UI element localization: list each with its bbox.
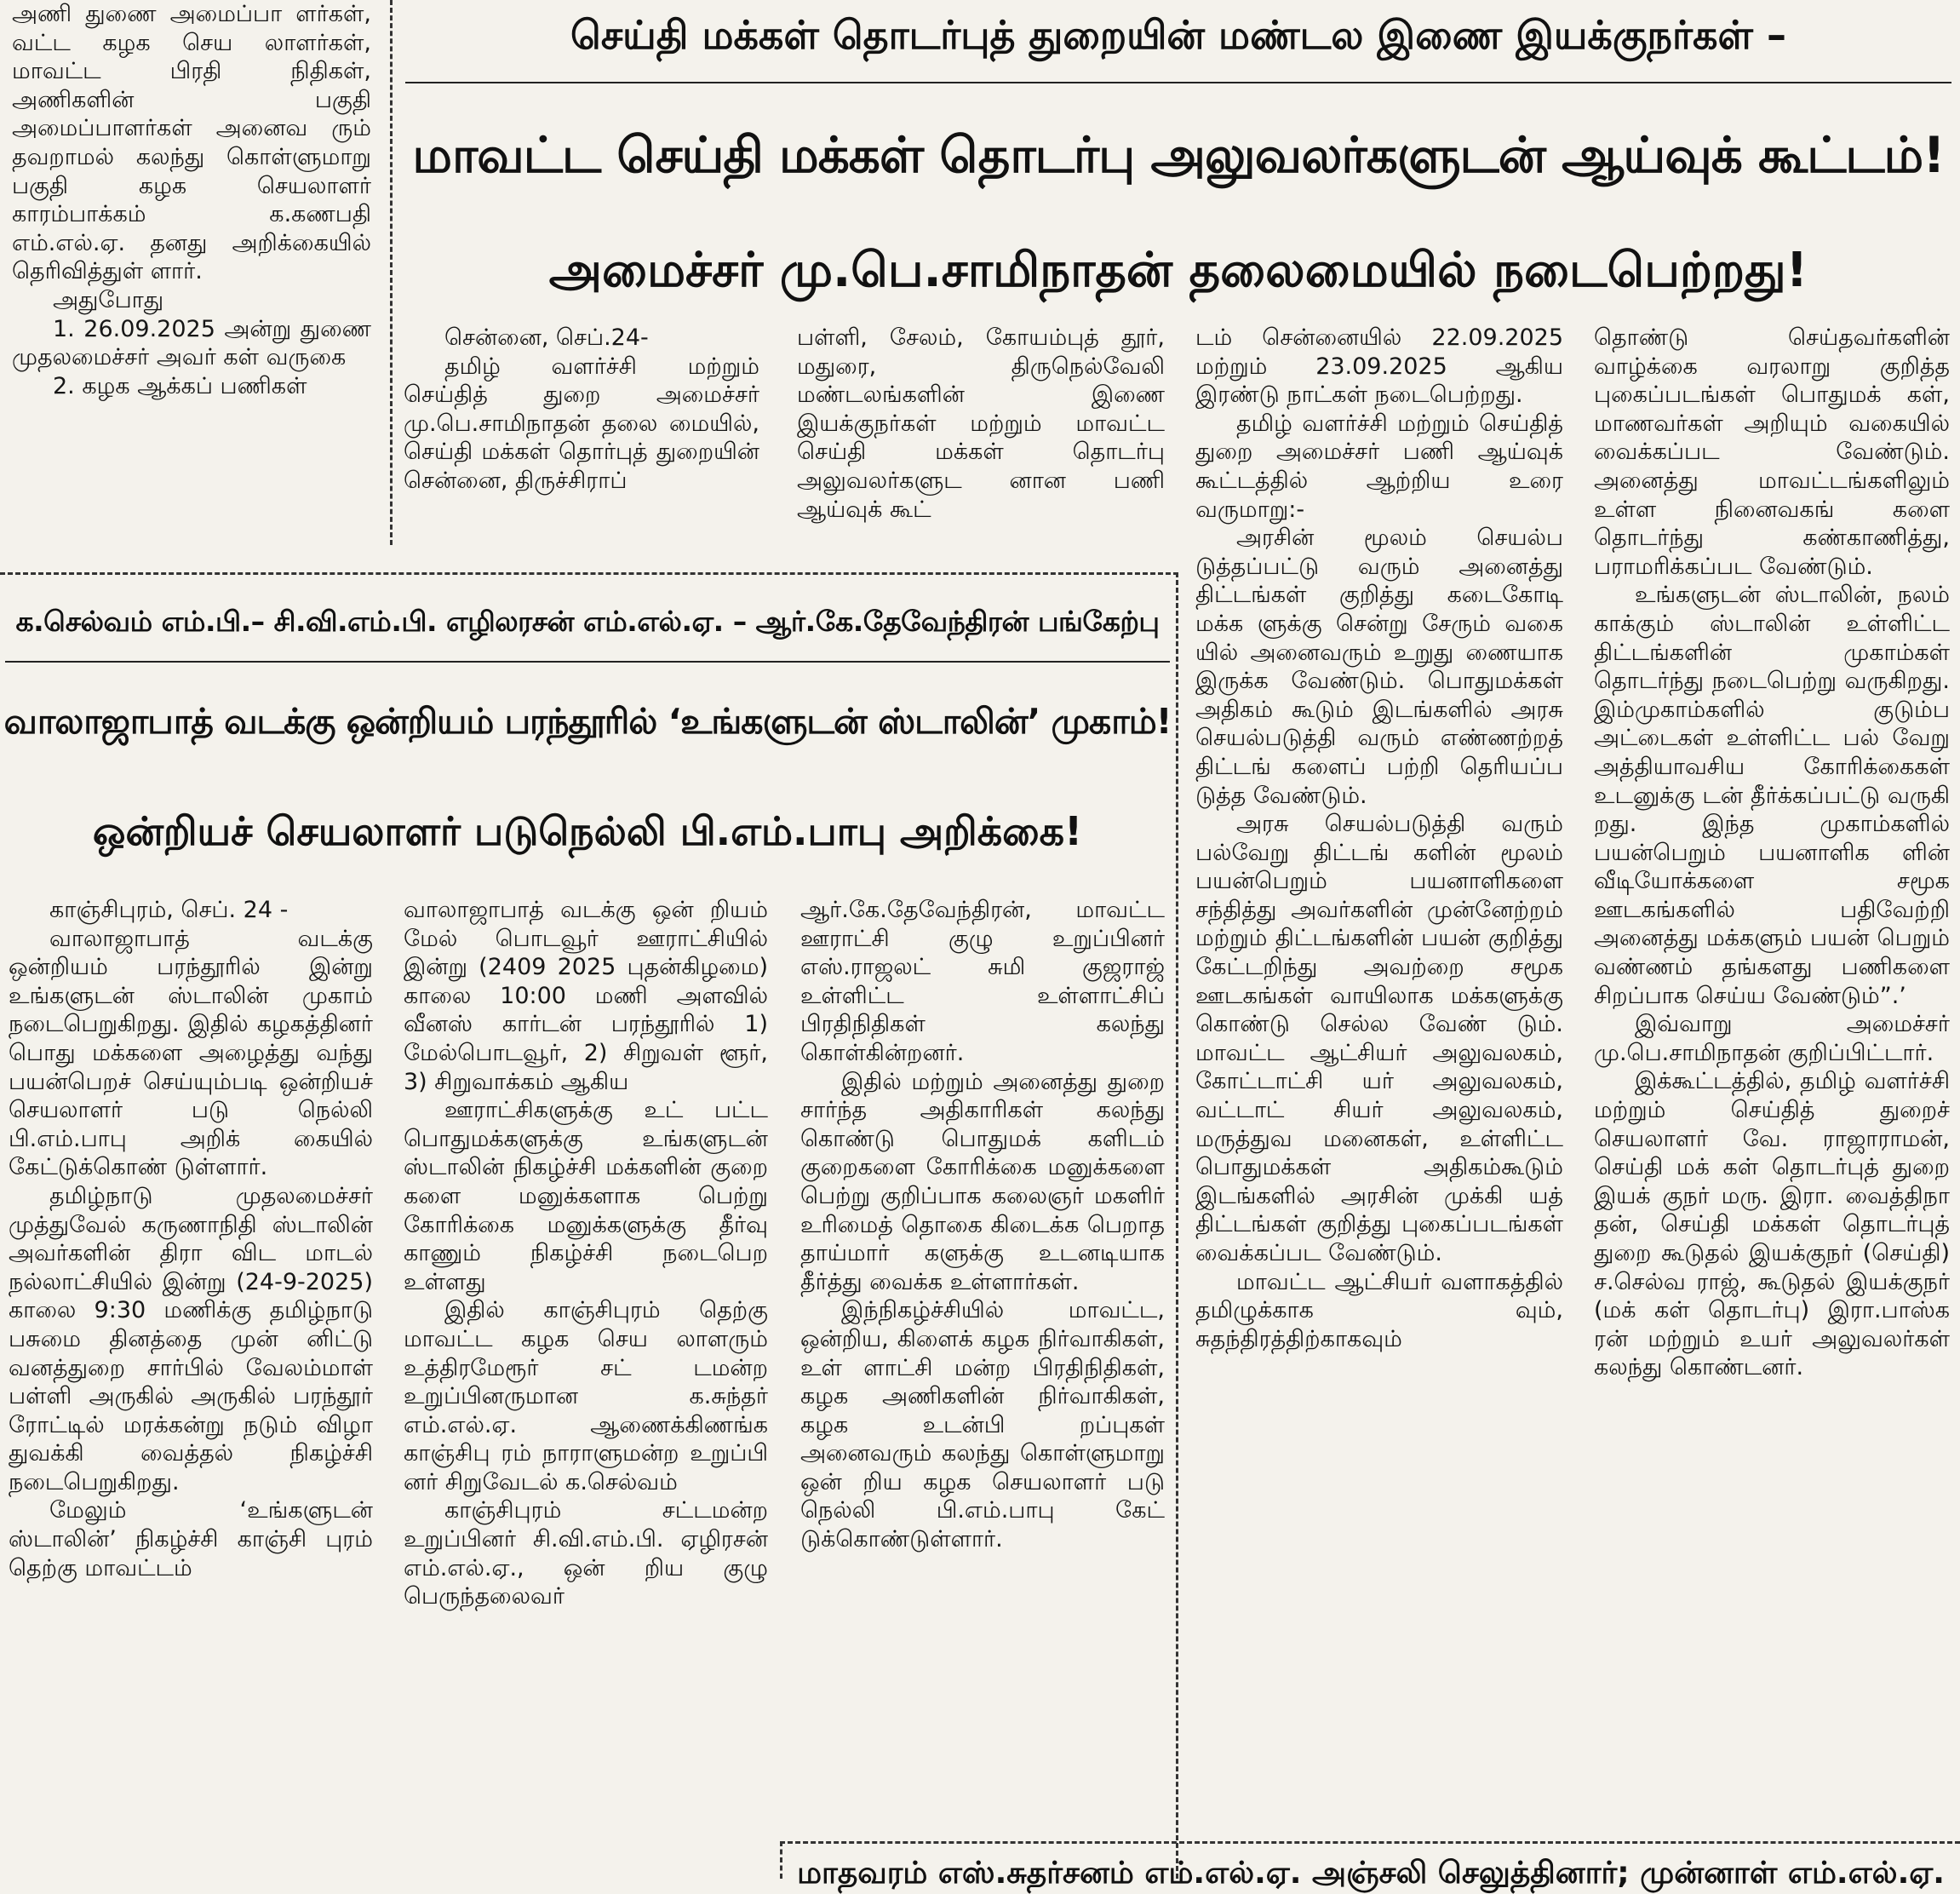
kicker-rule (405, 82, 1951, 83)
column-divider (390, 0, 393, 545)
story1-column-3 (1195, 324, 1563, 1857)
story1-column-2 (797, 324, 1165, 547)
story2-paragraph: இதில் காஞ்சிபுரம் தெற்கு மாவட்ட கழக செய லாளரும் உத்திரமேரூர் சட் டமன்ற உறுப்பினருமான க.சுந்தர் எம்.எல்.ஏ. ஆணைக்கிணங்க காஞ்சிபு ரம் நாராளுமன்ற உறுப்பி னர் சிறுவேடல் க.செல்வம் (404, 1297, 768, 1495)
story1-paragraph: இக்கூட்டத்தில், தமிழ் வளர்ச்சி மற்றும் செய்தித் துறைச் செயலாளர் வே. ராஜாராமன், செய்தி மக் கள் தொடர்புத் துறை இயக் குநர் மரு. இரா. வைத்திநா தன், செய்தி மக்கள் தொடர்புத் துறை கூடுதல் இயக்குநர் (செய்தி) ச.செல்வ ராஜ், கூடுதல் இயக்குநர் (மக் கள் தொடர்பு) இரா.பாஸ்க ரன் மற்றும் உயர் அலுவலர்கள் கலந்து கொண்டனர். (1594, 1068, 1950, 1381)
story1-headline: மாவட்ட செய்தி மக்கள் தொடர்பு அலுவலர்களுடன் ஆய்வுக் கூட்டம்! (412, 126, 1945, 184)
story2-kicker: க.செல்வம் எம்.பி.– சி.வி.எம்.பி. எழிலரசன் எம்.எல்.ஏ. – ஆர்.கே.தேவேந்திரன் பங்கேற்பு (15, 605, 1160, 638)
story2-paragraph: ஆர்.கே.தேவேந்திரன், மாவட்ட ஊராட்சி குழு உறுப்பினர் எஸ்.ராஜலட் சுமி குஜராஜ் உள்ளிட்ட உள்ளாட்சிப் பிரதிநிதிகள் கலந்து கொள்கின்றனர். (800, 897, 1165, 1066)
story1-kicker: செய்தி மக்கள் தொடர்புத் துறையின் மண்டல இணை இயக்குநர்கள் – (570, 12, 1786, 58)
bottom-teaser-kicker: மாதவரம் எஸ்.சுதர்சனம் எம்.எல்.ஏ. அஞ்சலி செலுத்தினார்; முன்னாள் எம்.எல்.ஏ. (797, 1856, 1945, 1891)
story1-subhead: அமைச்சர் மு.பெ.சாமிநாதன் தலைமையில் நடைபெற்றது! (548, 243, 1808, 298)
story2-paragraph: மேலும் ‘உங்களுடன் ஸ்டாலின்’ நிகழ்ச்சி காஞ்சி புரம் தெற்கு மாவட்டம் (9, 1497, 373, 1581)
story2-frame-right (1176, 572, 1178, 1879)
bottom-teaser-frame-left (780, 1841, 782, 1879)
story1-paragraph: உங்களுடன் ஸ்டாலின், நலம் காக்கும் ஸ்டாலின் உள்ளிட்ட திட்டங்களின் முகாம்கள் தொடர்ந்து நடைபெற்று வருகிறது. இம்முகாம்களில் குடும்ப அட்டைகள் உள்ளிட்ட பல் வேறு அத்தியாவசிய கோரிக்கைகள் உடனுக்கு டன் தீர்க்கப்பட்டு வருகி றது. இந்த முகாம்களில் பயன்பெறும் பயனாளிக ளின் வீடியோக்களை சமூக ஊடகங்களில் பதிவேற்றி அனைத்து மக்களும் பயன் பெறும் வண்ணம் தங்களது பணிகளை சிறப்பாக செய்ய வேண்டும்”.’ (1594, 582, 1950, 1009)
story1-column-1 (404, 324, 759, 547)
story2-paragraph: இந்நிகழ்ச்சியில் மாவட்ட, ஒன்றிய, கிளைக் கழக நிர்வாகிகள், உள் ளாட்சி மன்ற பிரதிநிதிகள், கழக அணிகளின் நிர்வாகிகள், கழக உடன்பி றப்புகள் அனைவரும் கலந்து கொள்ளுமாறு ஒன் றிய கழக செயலாளர் படு நெல்லி பி.எம்.பாபு கேட் டுக்கொண்டுள்ளார். (800, 1297, 1165, 1553)
story2-frame-top (0, 572, 1178, 575)
story1-paragraph: தமிழ் வளர்ச்சி மற்றும் செய்தித் துறை அமைச்சர் மு.பெ.சாமிநாதன் தலை மையில், செய்தி மக்கள் தொர்புத் துறையின் சென்னை, திருச்சிராப் (404, 353, 759, 494)
story2-kicker-rule (5, 661, 1170, 663)
left-snippet-paragraph: 1. 26.09.2025 அன்று துணை முதலமைச்சர் அவர் கள் வருகை (12, 315, 371, 371)
story1-paragraph: அரசு செயல்படுத்தி வரும் பல்வேறு திட்டங் களின் மூலம் பயன்பெறும் பயனாளிகளை சந்தித்து அவர்களின் முன்னேற்றம் மற்றும் திட்டங்களின் பயன் குறித்து கேட்டறிந்து அவற்றை சமூக ஊடகங்கள் வாயிலாக மக்களுக்கு கொண்டு செல்ல வேண் டும். மாவட்ட ஆட்சியர் அலுவலகம், கோட்டாட்சி யர் அலுவலகம், வட்டாட் சியர் அலுவலகம், மருத்துவ மனைகள், உள்ளிட்ட பொதுமக்கள் அதிகம்கூடும் இடங்களில் அரசின் முக்கி யத் திட்டங்கள் குறித்து புகைப்படங்கள் வைக்கப்பட வேண்டும். (1195, 811, 1563, 1266)
story2-column-3 (800, 896, 1165, 1875)
story1-paragraph: இவ்வாறு அமைச்சர் மு.பெ.சாமிநாதன் குறிப்பிட்டார். (1594, 1011, 1950, 1066)
story2-paragraph: வாலாஜாபாத் வடக்கு ஒன் றியம் மேல் பொடவூர் ஊராட்சியில் இன்று (2409 2025 புதன்கிழமை) காலை 10:00 மணி அளவில் வீனஸ் கார்டன் பரந்தூரில் 1) மேல்பொடவூர், 2) சிறுவள் ளூர், 3) சிறுவாக்கம் ஆகிய (404, 897, 768, 1095)
left-snippet-paragraph: அணி துணை அமைப்பா ளர்கள், வட்ட கழக செய லாளர்கள், மாவட்ட பிரதி நிதிகள், அணிகளின் பகுதி அமைப்பாளர்கள் அனைவ ரும் தவறாமல் கலந்து கொள்ளுமாறு பகுதி கழக செயலாளர் காரம்பாக்கம் க.கணபதி எம்.எல்.ஏ. தனது அறிக்கையில் தெரிவித்துள் ளார். (12, 1, 371, 285)
story1-paragraph: பள்ளி, சேலம், கோயம்புத் தூர், மதுரை, திருநெல்வேலி மண்டலங்களின் இணை இயக்குநர்கள் மற்றும் மாவட்ட செய்தி மக்கள் தொடர்பு அலுவலர்களுட னான பணி ஆய்வுக் கூட் (797, 324, 1165, 523)
story2-paragraph: தமிழ்நாடு முதலமைச்சர் முத்துவேல் கருணாநிதி ஸ்டாலின் அவர்களின் திரா விட மாடல் நல்லாட்சியில் இன்று (24-9-2025) காலை 9:30 மணிக்கு தமிழ்நாடு பசுமை தினத்தை முன் னிட்டு வனத்துறை சார்பில் வேலம்மாள் பள்ளி அருகில் அருகில் பரந்தூர் ரோட்டில் மரக்கன்று நடும் விழா துவக்கி வைத்தல் நிகழ்ச்சி நடைபெறுகிறது. (9, 1182, 373, 1495)
left-snippet-paragraph: 2. கழக ஆக்கப் பணிகள் (53, 372, 307, 399)
story2-paragraph: காஞ்சிபுரம், செப். 24 - (49, 897, 289, 923)
story2-paragraph: வாலாஜாபாத் வடக்கு ஒன்றியம் பரந்தூரில் இன்று உங்களுடன் ஸ்டாலின் முகாம் நடைபெறுகிறது. இதில் கழகத்தினர் பொது மக்களை அழைத்து வந்து பயன்பெறச் செய்யும்படி ஒன்றியச் செயலாளர் படு நெல்லி பி.எம்.பாபு அறிக் கையில் கேட்டுக்கொண் டுள்ளார். (9, 925, 373, 1181)
story1-column-4 (1594, 324, 1950, 1805)
story2-subhead: ஒன்றியச் செயலாளர் படுநெல்லி பி.எம்.பாபு அறிக்கை! (92, 808, 1083, 854)
left-snippet-paragraph: அதுபோது (53, 286, 164, 313)
story1-paragraph: தொண்டு செய்தவர்களின் வாழ்க்கை வரலாறு குறித்த புகைப்படங்கள் பொதுமக் கள், மாணவர்கள் அறியும் வகையில் வைக்கப்பட வேண்டும். அனைத்து மாவட்டங்களிலும் உள்ள நினைவகங் களை தொடர்ந்து கண்காணித்து, பராமரிக்கப்பட வேண்டும். (1594, 324, 1950, 580)
story2-paragraph: இதில் மற்றும் அனைத்து துறை சார்ந்த அதிகாரிகள் கலந்து கொண்டு பொதுமக் களிடம் குறைகளை கோரிக்கை மனுக்களை பெற்று குறிப்பாக கலைஞர் மகளிர் உரிமைத் தொகை கிடைக்க பெறாத தாய்மார் களுக்கு உடனடியாக தீர்த்து வைக்க உள்ளார்கள். (800, 1068, 1165, 1295)
story2-headline: வாலாஜாபாத் வடக்கு ஒன்றியம் பரந்தூரில் ‘உங்களுடன் ஸ்டாலின்’ முகாம்! (3, 701, 1172, 742)
story2-paragraph: ஊராட்சிகளுக்கு உட் பட்ட பொதுமக்களுக்கு உங்களுடன் ஸ்டாலின் நிகழ்ச்சி மக்களின் குறை களை மனுக்களாக பெற்று கோரிக்கை மனுக்களுக்கு தீர்வு காணும் நிகழ்ச்சி நடைபெற உள்ளது (404, 1097, 768, 1295)
left-snippet-column (12, 0, 371, 545)
story1-paragraph: சென்னை, செப்.24- (444, 324, 649, 351)
bottom-teaser-frame-top (780, 1841, 1960, 1844)
story1-paragraph: டம் சென்னையில் 22.09.2025 மற்றும் 23.09.2025 ஆகிய இரண்டு நாட்கள் நடைபெற்றது. (1195, 324, 1563, 409)
story2-paragraph: காஞ்சிபுரம் சட்டமன்ற உறுப்பினர் சி.வி.எம்.பி. ஏழிரசன் எம்.எல்.ஏ., ஒன் றிய குழு பெருந்தலைவர் (404, 1497, 768, 1610)
story1-paragraph: தமிழ் வளர்ச்சி மற்றும் செய்தித் துறை அமைச்சர் பணி ஆய்வுக் கூட்டத்தில் ஆற்றிய உரை வருமாறு:- (1195, 410, 1563, 523)
story2-column-2 (404, 896, 768, 1875)
story1-paragraph: அரசின் மூலம் செயல்ப டுத்தப்பட்டு வரும் அனைத்து திட்டங்கள் குறித்து கடைகோடி மக்க ளுக்கு சென்று சேரும் வகை யில் அனைவரும் உறுது ணையாக இருக்க வேண்டும். பொதுமக்கள் அதிகம் கூடும் இடங்களில் அரசு செயல்படுத்தி வரும் எண்ணற்றத் திட்டங் களைப் பற்றி தெரியப்ப டுத்த வேண்டும். (1195, 525, 1563, 809)
story2-column-1 (9, 896, 373, 1875)
story1-paragraph: மாவட்ட ஆட்சியர் வளாகத்தில் தமிழுக்காக வும், சுதந்திரத்திற்காகவும் (1195, 1268, 1563, 1352)
